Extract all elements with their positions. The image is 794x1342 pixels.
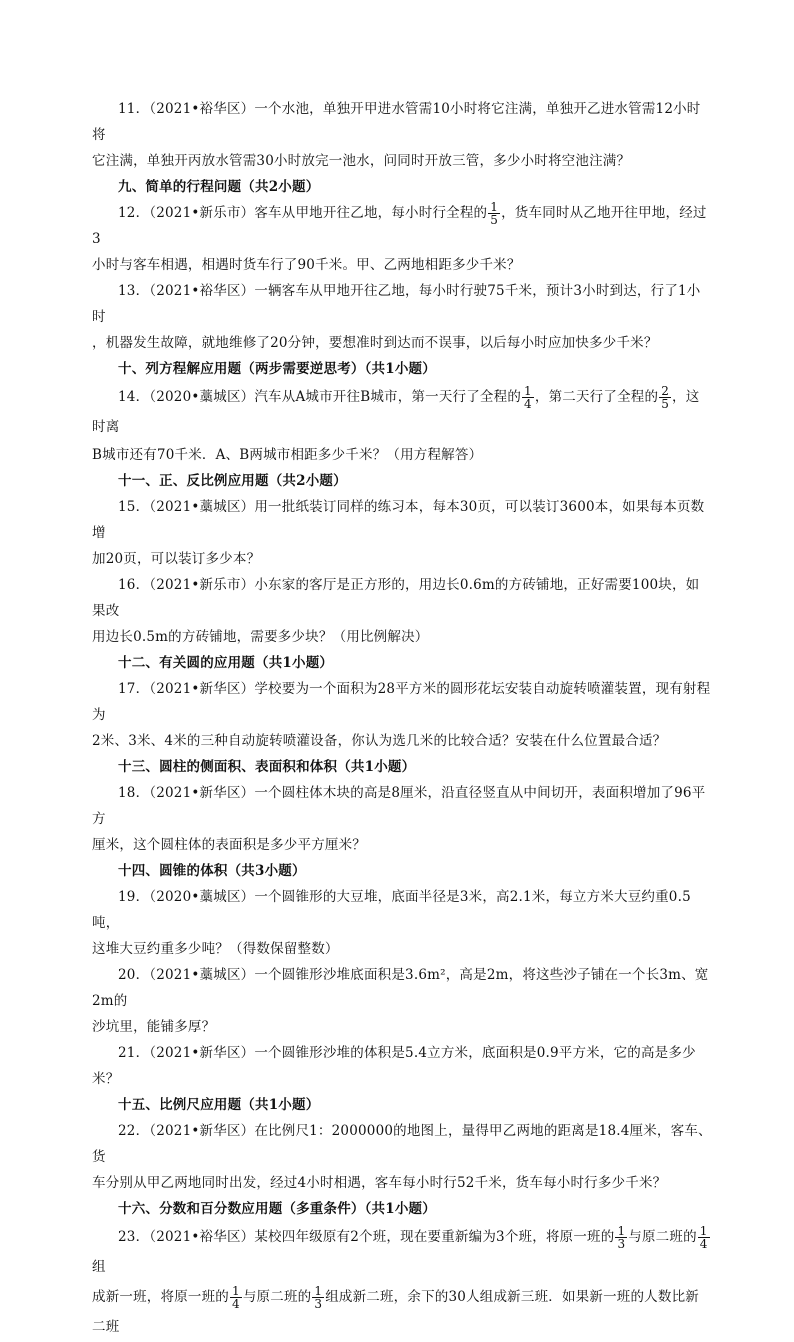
question-continuation <box>92 1282 712 1342</box>
question-line <box>92 200 712 252</box>
question-continuation: 这堆大豆约重多少吨？（得数保留整数） <box>92 941 339 957</box>
question-continuation: 沙坑里，能铺多厚？ <box>92 1019 216 1035</box>
text-run: ，这时离 <box>92 389 700 435</box>
question-continuation: 厘米，这个圆柱体的表面积是多少平方厘米？ <box>92 837 366 853</box>
fraction-denominator: 4 <box>699 1237 708 1251</box>
question-line: 11．（2021•裕华区）一个水池，单独开甲进水管需10小时将它注满，单独开乙进水管需12小时将 <box>92 101 701 143</box>
question-line: 21．（2021•新华区）一个圆锥形沙堆的体积是5.4立方米，底面积是0.9平方米，它的高是多少米？ <box>92 1045 696 1087</box>
fraction-numerator: 1 <box>524 384 532 398</box>
text-run: ，货车同时从乙地开往甲地，经过3 <box>92 205 707 247</box>
fraction-denominator: 5 <box>661 397 670 411</box>
text-run: 与原二班的 <box>242 1289 312 1305</box>
fraction-numerator: 1 <box>232 1284 240 1298</box>
fraction <box>230 1285 242 1310</box>
fraction <box>615 1225 627 1250</box>
question-continuation: 它注满，单独开丙放水管需30小时放完一池水，问同时开放三管，多少小时将空池注满？ <box>92 153 631 169</box>
text-run: 与原二班的 <box>628 1229 697 1245</box>
question-line: 22．（2021•新华区）在比例尺1：2000000的地图上，量得甲乙两地的距离是18.4厘米，客车、货 <box>92 1123 712 1165</box>
question-continuation: B城市还有70千米．A、B两城市相距多少千米？（用方程解答） <box>92 447 483 463</box>
question-continuation: 小时与客车相遇，相遇时货车行了90千米。甲、乙两地相距多少千米？ <box>92 257 521 273</box>
fraction-denominator: 3 <box>314 1297 323 1311</box>
question-continuation: 车分别从甲乙两地同时出发，经过4小时相遇，客车每小时行52千米，货车每小时行多少千米？ <box>92 1175 667 1191</box>
fraction-denominator: 4 <box>232 1297 240 1311</box>
question-line <box>92 382 712 442</box>
fraction <box>488 201 500 226</box>
question-line <box>92 1222 712 1282</box>
question-line: 13．（2021•裕华区）一辆客车从甲地开往乙地，每小时行驶75千米，预计3小时到达，行了1小时 <box>92 283 701 325</box>
fraction <box>522 385 534 410</box>
fraction-denominator: 3 <box>617 1237 626 1251</box>
fraction-numerator: 1 <box>699 1224 708 1238</box>
text-run: 12．（2021•新乐市）客车从甲地开往乙地，每小时行全程的 <box>118 205 488 221</box>
fraction-denominator: 5 <box>490 213 499 227</box>
document-body <box>92 96 712 1342</box>
question-line: 18．（2021•新华区）一个圆柱体木块的高是8厘米，沿直径竖直从中间切开，表面积增加了96平方 <box>92 785 706 827</box>
text-run: 组成新二班，余下的30人组成新三班．如果新一班的人数比新二班 <box>92 1289 699 1335</box>
fraction-denominator: 4 <box>524 397 532 411</box>
fraction-numerator: 2 <box>661 384 670 398</box>
section-heading: 十五、比例尺应用题（共1小题） <box>118 1097 320 1113</box>
question-line: 15．（2021•藁城区）用一批纸装订同样的练习本，每本30页，可以装订3600本，如果每本页数增 <box>92 499 705 541</box>
fraction-numerator: 1 <box>490 200 499 214</box>
fraction-numerator: 1 <box>314 1284 323 1298</box>
section-heading: 十二、有关圆的应用题（共1小题） <box>118 655 334 671</box>
text-run: 14．（2020•藁城区）汽车从A城市开往B城市，第一天行了全程的 <box>118 389 522 405</box>
section-heading: 十一、正、反比例应用题（共2小题） <box>118 473 347 489</box>
question-line: 16．（2021•新乐市）小东家的客厅是正方形的，用边长0.6m的方砖铺地，正好需要100块，如果改 <box>92 577 700 619</box>
text-run: 23．（2021•裕华区）某校四年级原有2个班，现在要重新编为3个班，将原一班的 <box>118 1229 615 1245</box>
fraction-numerator: 1 <box>617 1224 626 1238</box>
section-heading: 十三、圆柱的侧面积、表面积和体积（共1小题） <box>118 759 416 775</box>
question-continuation: 加20页，可以装订多少本？ <box>92 551 261 567</box>
text-run: ，第二天行了全程的 <box>534 389 659 405</box>
fraction <box>312 1285 324 1310</box>
question-continuation: 用边长0.5m的方砖铺地，需要多少块？（用比例解决） <box>92 629 429 645</box>
text-run: 成新一班，将原一班的 <box>92 1289 229 1305</box>
text-run: 组 <box>92 1259 106 1275</box>
question-continuation: ，机器发生故障，就地维修了20分钟，要想准时到达而不误事，以后每小时应加快多少千米？ <box>92 335 658 351</box>
question-line: 20．（2021•藁城区）一个圆锥形沙堆底面积是3.6m²，高是2m，将这些沙子铺在一个长3m、宽2m的 <box>92 967 709 1009</box>
question-line: 17．（2021•新华区）学校要为一个面积为28平方米的圆形花坛安装自动旋转喷灌装置，现有射程为 <box>92 681 711 723</box>
fraction <box>698 1225 710 1250</box>
question-line: 19．（2020•藁城区）一个圆锥形的大豆堆，底面半径是3米，高2.1米，每立方米大豆约重0.5吨， <box>92 889 691 931</box>
section-heading: 十四、圆锥的体积（共3小题） <box>118 863 306 879</box>
section-heading: 十、列方程解应用题（两步需要逆思考）（共1小题） <box>118 361 436 377</box>
question-continuation: 2米、3米、4米的三种自动旋转喷灌设备，你认为选几米的比较合适？安装在什么位置最合适？ <box>92 733 667 749</box>
section-heading: 九、简单的行程问题（共2小题） <box>118 179 320 195</box>
section-heading: 十六、分数和百分数应用题（多重条件）（共1小题） <box>118 1201 436 1217</box>
fraction <box>659 385 671 410</box>
